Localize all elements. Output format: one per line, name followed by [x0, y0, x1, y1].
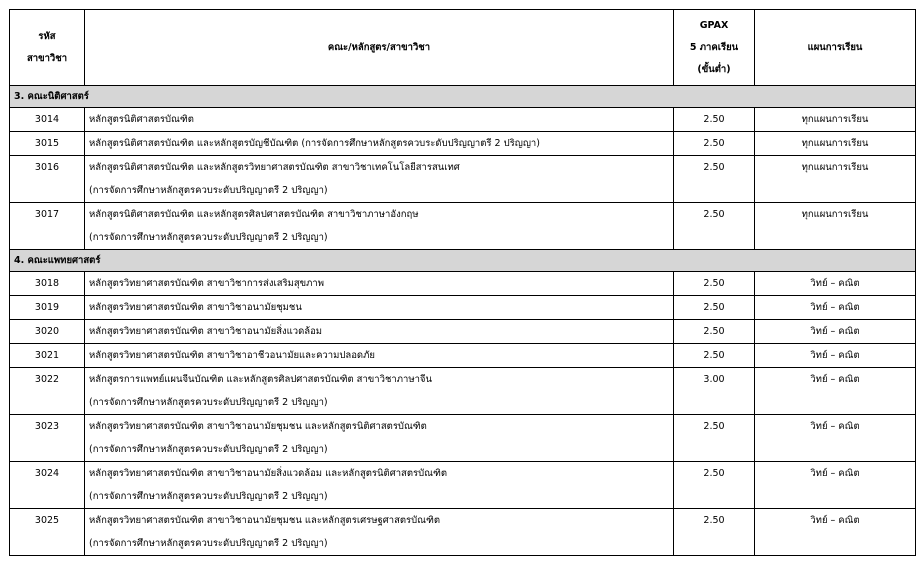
program-name-line: หลักสูตรวิทยาศาสตรบัณฑิต สาขาวิชาอนามัยชุมชน และหลักสูตรนิติศาสตรบัณฑิต — [89, 421, 427, 432]
gpax-value: 2.50 — [674, 272, 755, 296]
table-row — [10, 462, 916, 509]
gpax-value: 2.50 — [674, 462, 755, 509]
table-row — [10, 368, 916, 415]
program-code: 3024 — [10, 462, 85, 509]
program-code: 3023 — [10, 415, 85, 462]
program-name-line: หลักสูตรนิติศาสตรบัณฑิต และหลักสูตรบัญชีบัณฑิต (การจัดการศึกษาหลักสูตรควบระดับปริญญาตรี 2 ปริญญา) — [89, 138, 540, 149]
program-code: 3019 — [10, 296, 85, 320]
table-row — [10, 296, 916, 320]
gpax-value: 2.50 — [674, 108, 755, 132]
program-name-line: หลักสูตรวิทยาศาสตรบัณฑิต สาขาวิชาอนามัยชุมชน และหลักสูตรเศรษฐศาสตรบัณฑิต — [89, 515, 441, 526]
study-plan: ทุกแผนการเรียน — [755, 132, 916, 156]
program-code: 3014 — [10, 108, 85, 132]
header-program: คณะ/หลักสูตร/สาขาวิชา — [85, 10, 674, 86]
gpax-value: 2.50 — [674, 203, 755, 250]
table-row — [10, 509, 916, 556]
program-name-line: หลักสูตรวิทยาศาสตรบัณฑิต สาขาวิชาอาชีวอนามัยและความปลอดภัย — [89, 350, 375, 361]
program-name — [85, 108, 674, 132]
program-name — [85, 296, 674, 320]
program-name — [85, 132, 674, 156]
header-plan: แผนการเรียน — [755, 10, 916, 86]
program-name-line: (การจัดการศึกษาหลักสูตรควบระดับปริญญาตรี 2 ปริญญา) — [89, 232, 328, 243]
study-plan: วิทย์ – คณิต — [755, 415, 916, 462]
program-name-line: หลักสูตรนิติศาสตรบัณฑิต และหลักสูตรวิทยาศาสตรบัณฑิต สาขาวิชาเทคโนโลยีสารสนเทศ — [89, 162, 460, 173]
study-plan: วิทย์ – คณิต — [755, 509, 916, 556]
gpax-value: 2.50 — [674, 415, 755, 462]
program-name — [85, 368, 674, 415]
program-code: 3017 — [10, 203, 85, 250]
header-code — [10, 10, 85, 86]
study-plan: วิทย์ – คณิต — [755, 368, 916, 415]
header-row — [10, 10, 916, 86]
program-name — [85, 509, 674, 556]
program-name — [85, 203, 674, 250]
study-plan: วิทย์ – คณิต — [755, 296, 916, 320]
table-row — [10, 320, 916, 344]
program-name-line: (การจัดการศึกษาหลักสูตรควบระดับปริญญาตรี 2 ปริญญา) — [89, 491, 328, 502]
gpax-value: 2.50 — [674, 156, 755, 203]
header-code-line: รหัส — [38, 30, 56, 42]
gpax-value: 2.50 — [674, 509, 755, 556]
faculty-row — [10, 86, 916, 108]
study-plan: ทุกแผนการเรียน — [755, 156, 916, 203]
program-name-line: หลักสูตรนิติศาสตรบัณฑิต และหลักสูตรศิลปศาสตรบัณฑิต สาขาวิชาภาษาอังกฤษ — [89, 209, 419, 220]
program-name — [85, 272, 674, 296]
program-code: 3020 — [10, 320, 85, 344]
gpax-value: 3.00 — [674, 368, 755, 415]
program-name-line: หลักสูตรวิทยาศาสตรบัณฑิต สาขาวิชาการส่งเสริมสุขภาพ — [89, 278, 325, 289]
header-code-line: สาขาวิชา — [26, 52, 68, 64]
study-plan: วิทย์ – คณิต — [755, 320, 916, 344]
program-name — [85, 320, 674, 344]
program-code: 3021 — [10, 344, 85, 368]
admission-table — [9, 9, 916, 556]
table-row — [10, 272, 916, 296]
header-gpax-line: GPAX — [699, 19, 729, 31]
table-row — [10, 132, 916, 156]
program-code: 3016 — [10, 156, 85, 203]
table-row — [10, 108, 916, 132]
gpax-value: 2.50 — [674, 132, 755, 156]
gpax-value: 2.50 — [674, 344, 755, 368]
header-gpax-line: 5 ภาคเรียน — [689, 41, 739, 53]
study-plan: ทุกแผนการเรียน — [755, 108, 916, 132]
table-row — [10, 344, 916, 368]
program-name — [85, 156, 674, 203]
program-name-line: หลักสูตรการแพทย์แผนจีนบัณฑิต และหลักสูตรศิลปศาสตรบัณฑิต สาขาวิชาภาษาจีน — [89, 374, 432, 385]
study-plan: ทุกแผนการเรียน — [755, 203, 916, 250]
program-name-line: หลักสูตรวิทยาศาสตรบัณฑิต สาขาวิชาอนามัยสิ่งแวดล้อม — [89, 326, 323, 337]
faculty-title: 3. คณะนิติศาสตร์ — [10, 86, 916, 108]
header-gpax — [674, 10, 755, 86]
program-name-line: (การจัดการศึกษาหลักสูตรควบระดับปริญญาตรี 2 ปริญญา) — [89, 444, 328, 455]
gpax-value: 2.50 — [674, 320, 755, 344]
study-plan: วิทย์ – คณิต — [755, 344, 916, 368]
program-name — [85, 415, 674, 462]
table-body — [10, 86, 916, 556]
table-row — [10, 415, 916, 462]
table-row — [10, 203, 916, 250]
program-name-line: (การจัดการศึกษาหลักสูตรควบระดับปริญญาตรี 2 ปริญญา) — [89, 538, 328, 549]
program-name-line: หลักสูตรวิทยาศาสตรบัณฑิต สาขาวิชาอนามัยชุมชน — [89, 302, 302, 313]
table-row — [10, 156, 916, 203]
program-code: 3025 — [10, 509, 85, 556]
program-code: 3022 — [10, 368, 85, 415]
program-name-line: หลักสูตรวิทยาศาสตรบัณฑิต สาขาวิชาอนามัยสิ่งแวดล้อม และหลักสูตรนิติศาสตรบัณฑิต — [89, 468, 448, 479]
program-name — [85, 344, 674, 368]
program-name-line: (การจัดการศึกษาหลักสูตรควบระดับปริญญาตรี 2 ปริญญา) — [89, 397, 328, 408]
program-code: 3015 — [10, 132, 85, 156]
program-name-line: (การจัดการศึกษาหลักสูตรควบระดับปริญญาตรี 2 ปริญญา) — [89, 185, 328, 196]
header-gpax-line: (ขั้นต่ำ) — [697, 63, 731, 75]
program-code: 3018 — [10, 272, 85, 296]
study-plan: วิทย์ – คณิต — [755, 272, 916, 296]
study-plan: วิทย์ – คณิต — [755, 462, 916, 509]
faculty-row — [10, 250, 916, 272]
faculty-title: 4. คณะแพทยศาสตร์ — [10, 250, 916, 272]
program-name — [85, 462, 674, 509]
program-name-line: หลักสูตรนิติศาสตรบัณฑิต — [89, 114, 194, 125]
gpax-value: 2.50 — [674, 296, 755, 320]
